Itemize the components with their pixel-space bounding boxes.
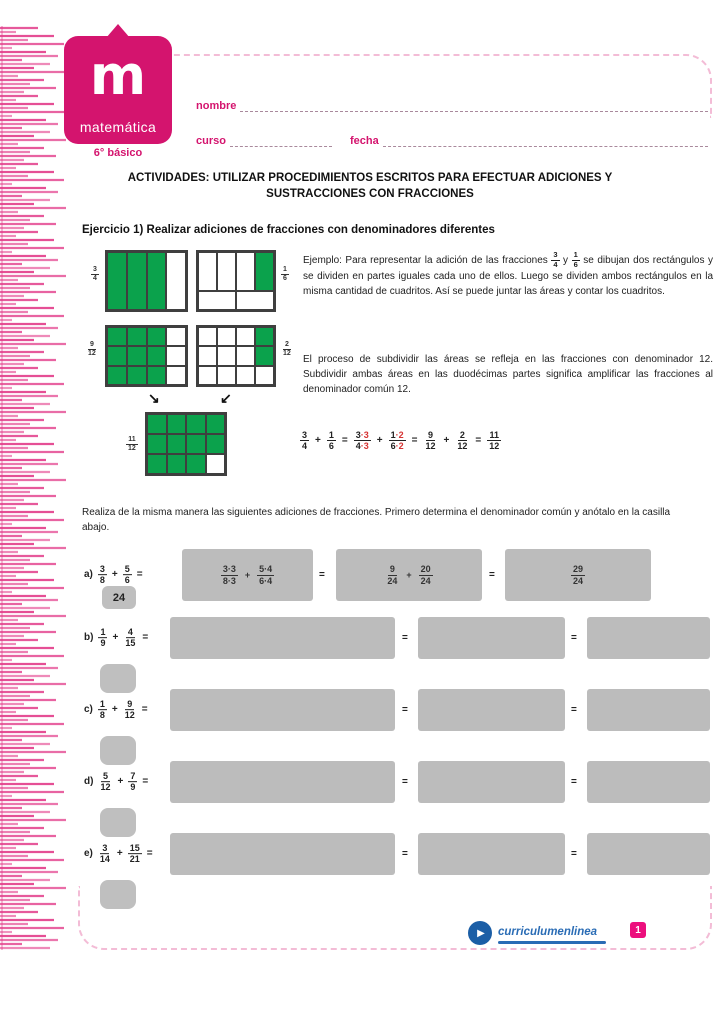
arrow-southeast-icon: ↘ [148, 390, 160, 406]
worksheet-title [60, 171, 680, 202]
equals-sign: = [489, 569, 495, 581]
exercise-a-common-denominator-box[interactable]: 24 [102, 586, 136, 609]
exercise-c-expression: c) $\frac{1}{8}$ + $\frac{9}{12}$ = [84, 699, 148, 721]
curso-label: curso [196, 135, 226, 147]
footer-brand: curriculumenlinea [498, 926, 598, 938]
fraction-label-two-twelfths: $\frac{2}{12}$ [283, 341, 291, 358]
equals-sign: = [571, 632, 577, 644]
exercise-a-label: a) [84, 569, 93, 581]
title-line2: SUSTRACCIONES CON FRACCIONES [266, 187, 474, 200]
footer-tagline-bar [498, 941, 606, 944]
page-number-badge: 1 [630, 922, 646, 938]
exercise-d-answer-box-2[interactable] [418, 761, 565, 803]
exercise-row-b [0, 617, 720, 659]
exercise-b-expression: b) $\frac{1}{9}$ + $\frac{4}{15}$ = [84, 627, 149, 649]
equals-sign: = [402, 704, 408, 716]
diagram-three-fourths [105, 250, 188, 312]
fecha-field [350, 134, 708, 147]
curso-input-line[interactable] [230, 134, 332, 147]
dashed-frame-bottom [78, 886, 712, 950]
exercise-b-label: b) [84, 632, 94, 644]
equals-sign: = [571, 704, 577, 716]
nombre-label: nombre [196, 100, 237, 112]
fraction-label-one-sixth: $\frac{1}{6}$ [283, 266, 287, 283]
ruler-decoration [0, 26, 72, 950]
title-line1: ACTIVIDADES: UTILIZAR PROCEDIMIENTOS ESCRITOS PARA EFECTUAR ADICIONES Y [127, 172, 613, 184]
fraction-label-nine-twelfths: $\frac{9}{12}$ [88, 341, 96, 358]
exercise-e-common-denominator-box[interactable] [100, 880, 136, 909]
instruction-text: Realiza de la misma manera las siguientes adiciones de fracciones. Primero determina el denominador común y anótalo en la casilla abajo. [82, 507, 671, 533]
diagram-nine-twelfths [105, 325, 188, 387]
equals-sign: = [319, 569, 325, 581]
equals-sign: = [402, 848, 408, 860]
exercise-row-e [0, 833, 720, 875]
exercise-b-answer-box-3[interactable] [587, 617, 710, 659]
equals-sign: = [571, 776, 577, 788]
exercise-e-expression: e) $\frac{3}{14}$ + $\frac{15}{21}$ = [84, 843, 153, 865]
exercise-d-answer-box-3[interactable] [587, 761, 710, 803]
play-icon: ▶ [468, 921, 492, 945]
example-paragraph-2: El proceso de subdividir las áreas se refleja en las fracciones con denominador 12. Subdividir ambas áreas en las duodécimas partes significa amplificar las fracciones al denominador común 12. [303, 354, 713, 395]
equals-sign: = [402, 632, 408, 644]
exercise-d-label: d) [84, 776, 94, 788]
fecha-input-line[interactable] [383, 134, 708, 147]
fraction-label-three-fourths: $\frac{3}{4}$ [93, 266, 97, 283]
diagram-eleven-twelfths [145, 412, 227, 476]
exercise-e-answer-box-1[interactable] [170, 833, 395, 875]
curso-field [196, 134, 332, 147]
diagram-two-twelfths [196, 325, 276, 387]
example-equation: $\frac{3}{4}$ + $\frac{1}{6}$ = 3 ·3 4 ·3 + 1 ·2 6 ·2 = $\frac{9}{12}$ + $\frac{2}{12}$ = $\frac{11}{12}$ [302, 430, 500, 452]
exercise-a-answer-box-1[interactable]: 3 ·3 8 ·3 + 5 ·4 6 ·4 [182, 549, 313, 601]
equals-sign: = [571, 848, 577, 860]
matematica-logo [64, 36, 172, 144]
curriculum-en-linea-logo[interactable] [462, 919, 612, 947]
example-paragraph-1: Ejemplo: Para representar la adición de las fracciones $\frac{3}{4}$ y $\frac{1}{6}$ se dibujan dos rectángulos y se dividen en partes iguales cada uno de ellos. Luego se dividen ambos rectángulos en la misma cantidad de cuadritos. Así se puede juntar las áreas y contar los cuadritos. [303, 250, 714, 298]
exercise-b-answer-box-1[interactable] [170, 617, 395, 659]
logo-subject: matemática [79, 119, 157, 135]
exercise-a-expression: a) $\frac{3}{8}$ + $\frac{5}{6}$ = [84, 564, 143, 586]
exercise-e-label: e) [84, 848, 93, 860]
exercise-row-d [0, 761, 720, 803]
fraction-label-eleven-twelfths: $\frac{11}{12}$ [128, 436, 136, 453]
exercise-c-answer-box-1[interactable] [170, 689, 395, 731]
exercise-row-c [0, 689, 720, 731]
logo-letter: m [89, 44, 147, 107]
exercise-b-answer-box-2[interactable] [418, 617, 565, 659]
exercise-a-answer-box-2[interactable]: $\frac{9}{24}$ + $\frac{20}{24}$ [336, 549, 482, 601]
arrow-southwest-icon: ↙ [220, 390, 232, 406]
diagram-one-sixth [196, 250, 276, 312]
grade-label: 6° básico [93, 147, 143, 159]
equals-sign: = [402, 776, 408, 788]
exercise-a-answer-box-3[interactable]: $\frac{29}{24}$ [505, 549, 651, 601]
exercise-c-label: c) [84, 704, 93, 716]
nombre-input-line[interactable] [240, 99, 708, 112]
exercise-e-answer-box-3[interactable] [587, 833, 710, 875]
exercise-d-expression: d) $\frac{5}{12}$ + $\frac{7}{9}$ = [84, 771, 149, 793]
exercise-d-answer-box-1[interactable] [170, 761, 395, 803]
exercise-c-answer-box-2[interactable] [418, 689, 565, 731]
fecha-label: fecha [350, 135, 379, 147]
exercise-heading: Ejercicio 1) Realizar adiciones de fracciones con denominadores diferentes [82, 224, 495, 236]
nombre-field [196, 99, 708, 112]
exercise-e-answer-box-2[interactable] [418, 833, 565, 875]
exercise-c-answer-box-3[interactable] [587, 689, 710, 731]
